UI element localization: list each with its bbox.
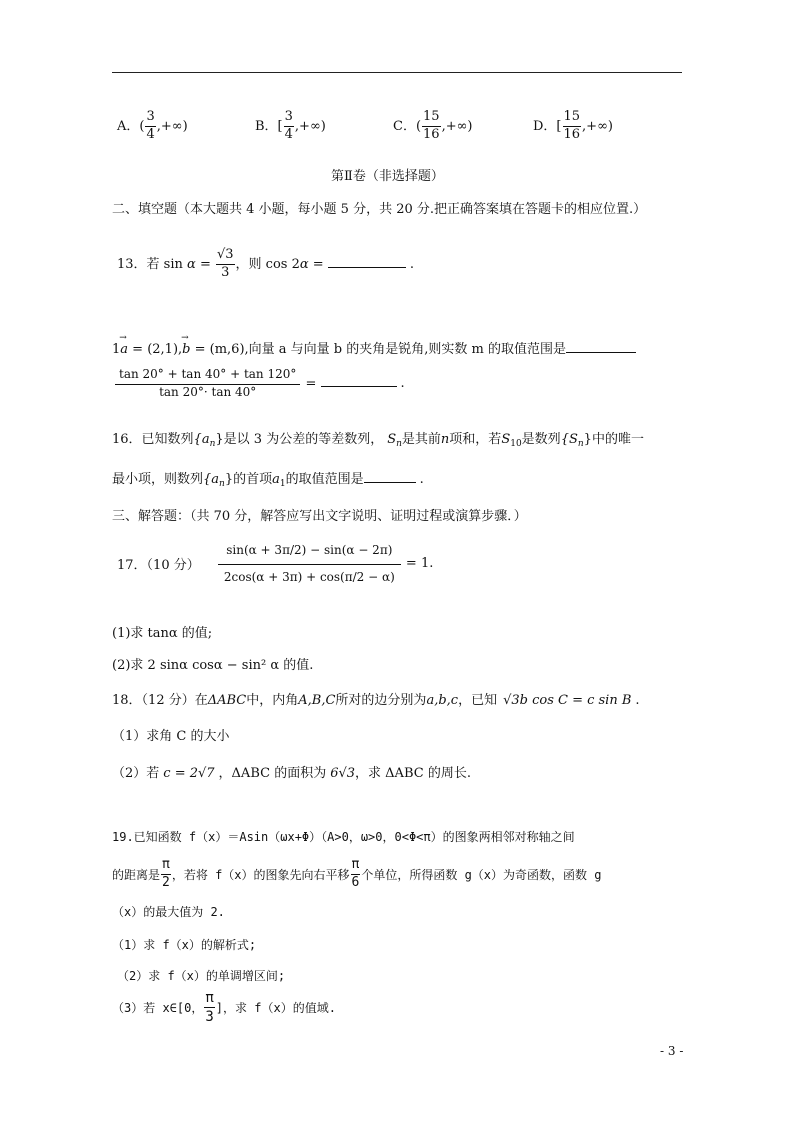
question-14: 1→ a = (2,1),→ b = (m,6),向量 a 与向量 b 的夹角是锐角,则实数 m 的取值范围是	[112, 338, 636, 357]
question-16-line-2: 最小项，则数列$\{a_n\}$的首项$a_1$的取值范围是 .	[112, 472, 424, 489]
fill-in-heading: 二、填空题（本大题共 4 小题，每小题 5 分，共 20 分.把正确答案填在答题卡的相应位置.）	[112, 202, 647, 217]
q15-fraction: $\frac{\tan 20^\circ + \tan 40^\circ + \tan 120^\circ}{\tan 20^\circ\cdot \tan 40^\circ}$	[115, 368, 300, 400]
q13-fraction: $\frac{√3}{3}$	[216, 247, 234, 280]
choice-c-fraction: $\frac{15}{16}$	[423, 109, 440, 142]
answer-blank-16[interactable]	[364, 482, 416, 483]
choice-d: D．[ $\frac{15}{16}$ ,+∞)	[533, 109, 613, 142]
question-18-stem: 18．（12 分）在ΔABC中，内角A,B,C所对的边分别为a,b,c，已知 √3b cos C = c sin B .	[112, 693, 640, 708]
question-19-part-3: （3）若 x∈[0， $\frac{\pi}{3}$ ]，求 f（x）的值域.	[112, 990, 336, 1026]
question-17: 17．（10 分） $\frac{\sin(\alpha + 3\pi/2) - \sin(\alpha - 2\pi)}{2\cos(\alpha + 3\pi) + \cos(\pi/2 - \alpha)}$ = 1.	[117, 540, 433, 587]
q19-pi-over-6: $\frac{\pi}{6}$	[351, 857, 360, 890]
solve-heading: 三、解答题：（共 70 分，解答应写出文字说明、证明过程或演算步骤．）	[112, 509, 527, 524]
page-number: - 3 -	[660, 1044, 684, 1058]
choice-a: A．( $\frac{3}{4}$ ,+∞)	[117, 109, 188, 142]
answer-blank-15[interactable]	[321, 386, 397, 387]
question-19-line-3: （x）的最大值为 2.	[112, 905, 225, 919]
answer-blank-14[interactable]	[566, 352, 636, 353]
choice-b: B．[ $\frac{3}{4}$ ,+∞)	[255, 109, 326, 142]
question-18-part-1: （1）求角 C 的大小	[112, 729, 230, 744]
header-rule	[112, 72, 682, 73]
choice-b-fraction: $\frac{3}{4}$	[284, 109, 293, 142]
question-16-line-1: 16．已知数列$\{a_n\}$是以 3 为公差的等差数列， $S_n$是其前n项和，若$S_{10}$是数列$\{S_n\}$中的唯一	[112, 432, 644, 449]
question-19-part-1: （1）求 f（x）的解析式;	[112, 938, 257, 952]
question-19-part-2: （2）求 f（x）的单调增区间;	[117, 969, 286, 983]
question-18-part-2: （2）若 c = 2√7 ，ΔABC 的面积为 6√3，求 ΔABC 的周长.	[112, 766, 471, 781]
choice-a-fraction: $\frac{3}{4}$	[146, 109, 155, 142]
q19-pi-over-2: $\frac{\pi}{2}$	[162, 857, 170, 890]
section-title: 第Ⅱ卷（非选择题）	[331, 169, 444, 184]
choice-c: C．( $\frac{15}{16}$ ,+∞)	[393, 109, 473, 142]
q17-fraction: $\frac{\sin(\alpha + 3\pi/2) - \sin(\alpha - 2\pi)}{2\cos(\alpha + 3\pi) + \cos(\pi/2 - \alpha)}$	[218, 540, 401, 587]
question-19-line-1: 19.已知函数 f（x）＝Asin（ωx+Φ）（A>0，ω>0，0<Φ<π）的图象两相邻对称轴之间	[112, 830, 575, 844]
answer-blank-13[interactable]	[328, 267, 406, 268]
question-15: $\frac{\tan 20^\circ + \tan 40^\circ + \tan 120^\circ}{\tan 20^\circ\cdot \tan 40^\circ}$ = .	[114, 368, 405, 400]
question-17-part-1: (1)求 tanα 的值;	[112, 626, 213, 641]
question-17-part-2: (2)求 2 sinα cosα − sin² α 的值.	[112, 658, 314, 673]
q19-pi-over-3: $\frac{\pi}{3}$	[205, 990, 214, 1026]
question-19-line-2: 的距离是 $\frac{\pi}{2}$ ，若将 f（x）的图象先向右平移 $\frac{\pi}{6}$ 个单位，所得函数 g（x）为奇函数，函数 g	[112, 857, 602, 890]
choice-d-fraction: $\frac{15}{16}$	[563, 109, 581, 142]
question-13: 13．若 sin α = $\frac{√3}{3}$ ，则 cos 2α = .	[117, 247, 414, 280]
